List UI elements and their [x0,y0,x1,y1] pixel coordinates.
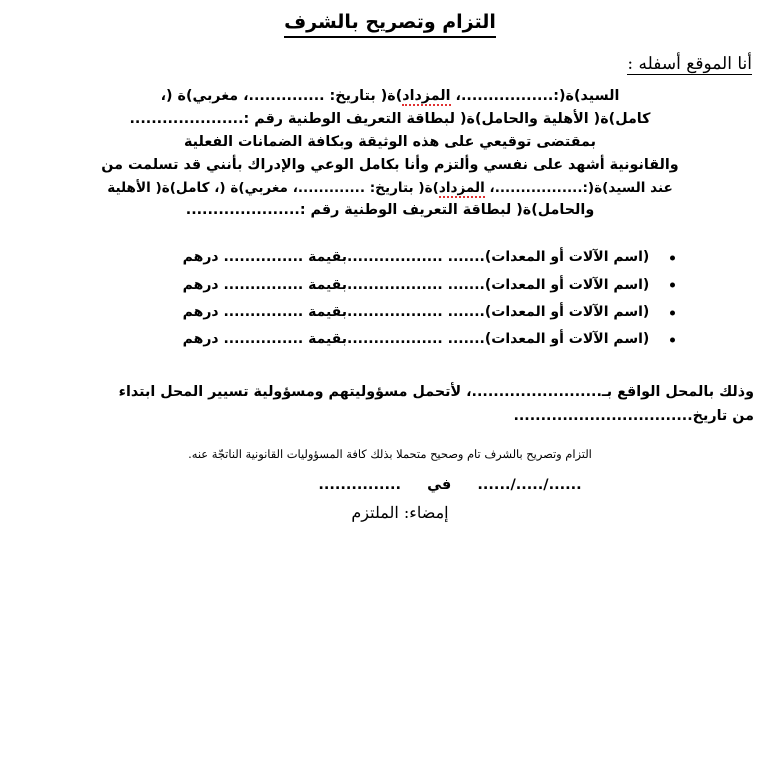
signature-row [0,493,780,522]
body-line-2: كامل)ة( الأهلية والحامل)ة( لبطاقة التعريف الوطنية رقم :..................... [129,110,651,127]
closing-line-1: وذلك بالمحل الواقع بـ........................، لأتحمل مسؤوليتهم ومسؤولية تسيير المحل ابتداء [118,383,754,400]
body-line-1-text: السيد)ة(:.................، المزداد)ة( بتاريخ: ..............، مغربي)ة (، [160,87,620,104]
list-item [0,272,780,299]
sub-heading: أنا الموقع أسفله : [627,53,752,74]
list-item-inner [131,299,650,326]
spellcheck-flagged-word: المزداد [402,87,451,104]
bullet-dot-icon [670,283,675,288]
body-line-5: عند السيد)ة(:.................، المزداد)ة( بتاريخ: .............، مغربي)ة (، كامل)ة( الأهلية [107,180,673,197]
date-blank: ....../...../...... [477,476,582,493]
body-line-1 [26,85,754,108]
place-blank: ............... [318,476,401,493]
equipment-bullet-list [0,244,780,353]
closing-block [0,354,780,429]
bullet-dot-icon [670,310,675,315]
list-item-label: (اسم الآلات أو المعدات)....... ..................بقيمة ............... درهم [182,249,650,266]
fine-print-note: التزام وتصريح بالشرف تام وصحيح متحملا بذلك كافة المسؤوليات القانونية الناتجّة عنه. [188,446,592,461]
date-row-inner [198,477,581,493]
sub-heading-row [0,38,780,75]
closing-line-2: من تاريخ................................. [513,408,754,425]
page-title [0,0,780,38]
list-item-inner [131,272,650,299]
sub-heading-wrap [0,54,752,75]
list-item-label: (اسم الآلات أو المعدات)....... ..................بقيمة ............... درهم [182,276,650,293]
body-line-3: بمقتضى توقيعي على هذه الوثيقة وبكافة الضمانات الفعلية [184,134,596,150]
body-line-6: والحامل)ة( لبطاقة التعريف الوطنية رقم :..................... [185,202,595,219]
body-block [0,75,780,223]
place-label: في [427,476,452,493]
page-title-text: التزام وتصريح بالشرف [284,10,496,38]
list-item-label: (اسم الآلات أو المعدات)....... ..................بقيمة ............... درهم [182,331,650,348]
bullet-dot-icon [670,256,675,261]
date-row [0,463,780,493]
list-item [0,244,780,271]
list-item-label: (اسم الآلات أو المعدات)....... ..................بقيمة ............... درهم [182,304,650,321]
list-item [0,326,780,353]
body-line-4: والقانونية أشهد على نفسي وألتزم وأنا بكامل الوعي والإدراك بأنني قد تسلمت من [101,157,679,174]
list-item-inner [131,244,650,271]
list-item-inner [131,326,650,353]
spellcheck-flagged-word: المزداد [438,180,485,197]
bullet-dot-icon [670,338,675,343]
signature-label: إمضاء: الملتزم [351,502,449,522]
list-item [0,299,780,326]
